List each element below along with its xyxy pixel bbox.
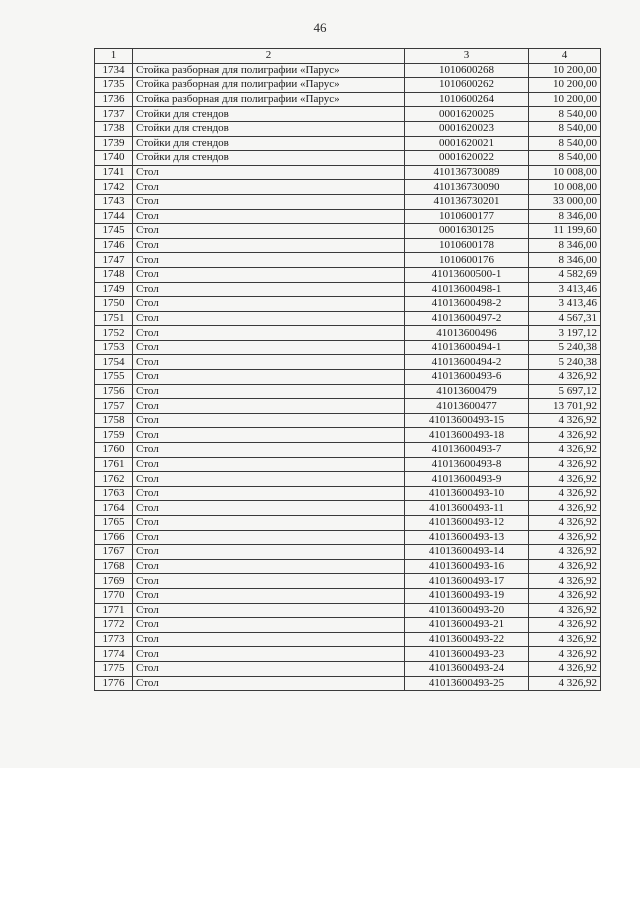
inventory-number: 41013600493-6 <box>405 370 529 385</box>
table-body <box>95 63 601 691</box>
item-name: Стол <box>133 457 405 472</box>
table-row <box>95 180 601 195</box>
row-number: 1757 <box>95 399 133 414</box>
row-number: 1755 <box>95 370 133 385</box>
item-value: 4 326,92 <box>529 413 601 428</box>
item-name: Стол <box>133 384 405 399</box>
item-name: Стол <box>133 588 405 603</box>
item-value: 4 326,92 <box>529 545 601 560</box>
inventory-number: 1010600268 <box>405 63 529 78</box>
row-number: 1763 <box>95 486 133 501</box>
table-row <box>95 457 601 472</box>
item-value: 4 582,69 <box>529 267 601 282</box>
inventory-number: 41013600493-18 <box>405 428 529 443</box>
row-number: 1769 <box>95 574 133 589</box>
table-row <box>95 516 601 531</box>
inventory-number: 41013600493-15 <box>405 413 529 428</box>
item-name: Стойки для стендов <box>133 121 405 136</box>
table-row <box>95 224 601 239</box>
row-number: 1746 <box>95 238 133 253</box>
inventory-number: 41013600479 <box>405 384 529 399</box>
item-value: 11 199,60 <box>529 224 601 239</box>
row-number: 1737 <box>95 107 133 122</box>
page-number: 46 <box>313 20 327 35</box>
row-number: 1744 <box>95 209 133 224</box>
inventory-number: 41013600494-1 <box>405 340 529 355</box>
inventory-number: 0001620025 <box>405 107 529 122</box>
item-value: 4 326,92 <box>529 603 601 618</box>
inventory-number: 41013600497-2 <box>405 311 529 326</box>
table-row <box>95 340 601 355</box>
inventory-number: 41013600493-10 <box>405 486 529 501</box>
row-number: 1752 <box>95 326 133 341</box>
item-name: Стол <box>133 340 405 355</box>
inventory-number: 1010600176 <box>405 253 529 268</box>
table-row <box>95 63 601 78</box>
item-name: Стол <box>133 238 405 253</box>
item-value: 4 326,92 <box>529 486 601 501</box>
inventory-number: 41013600493-12 <box>405 516 529 531</box>
row-number: 1775 <box>95 661 133 676</box>
inventory-number: 41013600493-9 <box>405 472 529 487</box>
inventory-table <box>94 48 601 691</box>
item-name: Стол <box>133 326 405 341</box>
row-number: 1764 <box>95 501 133 516</box>
table-row <box>95 603 601 618</box>
row-number: 1736 <box>95 92 133 107</box>
item-name: Стол <box>133 209 405 224</box>
item-value: 33 000,00 <box>529 194 601 209</box>
inventory-number: 41013600493-21 <box>405 618 529 633</box>
row-number: 1756 <box>95 384 133 399</box>
item-value: 8 540,00 <box>529 151 601 166</box>
row-number: 1750 <box>95 297 133 312</box>
item-value: 5 240,38 <box>529 340 601 355</box>
inventory-number: 41013600493-13 <box>405 530 529 545</box>
table-row <box>95 121 601 136</box>
item-name: Стол <box>133 413 405 428</box>
inventory-number: 0001630125 <box>405 224 529 239</box>
table-row <box>95 326 601 341</box>
item-name: Стол <box>133 253 405 268</box>
item-name: Стол <box>133 370 405 385</box>
item-value: 8 346,00 <box>529 238 601 253</box>
inventory-number: 0001620023 <box>405 121 529 136</box>
item-value: 4 326,92 <box>529 370 601 385</box>
row-number: 1762 <box>95 472 133 487</box>
inventory-number: 41013600493-24 <box>405 661 529 676</box>
table-row <box>95 559 601 574</box>
inventory-number: 41013600493-25 <box>405 676 529 691</box>
row-number: 1776 <box>95 676 133 691</box>
item-value: 4 326,92 <box>529 428 601 443</box>
item-name: Стол <box>133 516 405 531</box>
item-name: Стол <box>133 472 405 487</box>
item-value: 4 326,92 <box>529 588 601 603</box>
item-value: 5 697,12 <box>529 384 601 399</box>
item-value: 3 197,12 <box>529 326 601 341</box>
item-name: Стол <box>133 180 405 195</box>
table-header-row <box>95 49 601 64</box>
item-value: 4 326,92 <box>529 661 601 676</box>
inventory-number: 41013600493-22 <box>405 632 529 647</box>
table-row <box>95 311 601 326</box>
row-number: 1751 <box>95 311 133 326</box>
inventory-number: 1010600264 <box>405 92 529 107</box>
row-number: 1743 <box>95 194 133 209</box>
item-value: 4 326,92 <box>529 559 601 574</box>
inventory-number: 410136730090 <box>405 180 529 195</box>
row-number: 1741 <box>95 165 133 180</box>
item-value: 8 540,00 <box>529 136 601 151</box>
table-row <box>95 282 601 297</box>
item-value: 4 326,92 <box>529 457 601 472</box>
item-name: Стол <box>133 165 405 180</box>
item-name: Стойка разборная для полиграфии «Парус» <box>133 92 405 107</box>
inventory-number: 41013600493-14 <box>405 545 529 560</box>
row-number: 1768 <box>95 559 133 574</box>
row-number: 1761 <box>95 457 133 472</box>
inventory-number: 41013600493-20 <box>405 603 529 618</box>
inventory-number: 1010600177 <box>405 209 529 224</box>
item-name: Стол <box>133 443 405 458</box>
row-number: 1739 <box>95 136 133 151</box>
item-name: Стойки для стендов <box>133 151 405 166</box>
row-number: 1749 <box>95 282 133 297</box>
inventory-number: 41013600493-11 <box>405 501 529 516</box>
item-name: Стол <box>133 297 405 312</box>
row-number: 1774 <box>95 647 133 662</box>
table-row <box>95 267 601 282</box>
table-row <box>95 676 601 691</box>
table-row <box>95 545 601 560</box>
item-name: Стол <box>133 647 405 662</box>
inventory-number: 41013600493-19 <box>405 588 529 603</box>
row-number: 1770 <box>95 588 133 603</box>
item-value: 4 326,92 <box>529 618 601 633</box>
item-value: 8 540,00 <box>529 107 601 122</box>
row-number: 1773 <box>95 632 133 647</box>
table-row <box>95 209 601 224</box>
table-row <box>95 501 601 516</box>
item-name: Стол <box>133 267 405 282</box>
item-name: Стол <box>133 194 405 209</box>
inventory-number: 41013600500-1 <box>405 267 529 282</box>
item-value: 4 326,92 <box>529 443 601 458</box>
row-number: 1758 <box>95 413 133 428</box>
row-number: 1735 <box>95 78 133 93</box>
item-name: Стол <box>133 559 405 574</box>
table-row <box>95 399 601 414</box>
table-row <box>95 661 601 676</box>
table-row <box>95 413 601 428</box>
table-row <box>95 618 601 633</box>
item-name: Стол <box>133 530 405 545</box>
item-name: Стол <box>133 428 405 443</box>
item-name: Стол <box>133 311 405 326</box>
item-value: 10 200,00 <box>529 92 601 107</box>
inventory-number: 410136730201 <box>405 194 529 209</box>
table-row <box>95 194 601 209</box>
row-number: 1738 <box>95 121 133 136</box>
row-number: 1760 <box>95 443 133 458</box>
item-name: Стол <box>133 676 405 691</box>
item-value: 5 240,38 <box>529 355 601 370</box>
column-header-2: 2 <box>133 49 405 64</box>
row-number: 1748 <box>95 267 133 282</box>
row-number: 1745 <box>95 224 133 239</box>
column-header-3: 3 <box>405 49 529 64</box>
item-value: 4 326,92 <box>529 574 601 589</box>
inventory-number: 410136730089 <box>405 165 529 180</box>
item-name: Стол <box>133 282 405 297</box>
row-number: 1734 <box>95 63 133 78</box>
item-value: 8 346,00 <box>529 253 601 268</box>
inventory-number: 41013600498-2 <box>405 297 529 312</box>
inventory-number: 41013600493-17 <box>405 574 529 589</box>
inventory-number: 41013600493-16 <box>405 559 529 574</box>
row-number: 1765 <box>95 516 133 531</box>
inventory-number: 41013600493-8 <box>405 457 529 472</box>
table-row <box>95 92 601 107</box>
table-row <box>95 370 601 385</box>
row-number: 1772 <box>95 618 133 633</box>
item-name: Стол <box>133 574 405 589</box>
table-row <box>95 384 601 399</box>
item-name: Стойка разборная для полиграфии «Парус» <box>133 63 405 78</box>
table-row <box>95 486 601 501</box>
table-row <box>95 165 601 180</box>
item-value: 4 326,92 <box>529 647 601 662</box>
inventory-number: 1010600262 <box>405 78 529 93</box>
item-value: 4 326,92 <box>529 472 601 487</box>
item-value: 3 413,46 <box>529 282 601 297</box>
row-number: 1759 <box>95 428 133 443</box>
row-number: 1742 <box>95 180 133 195</box>
inventory-number: 41013600496 <box>405 326 529 341</box>
item-value: 4 326,92 <box>529 676 601 691</box>
item-value: 4 326,92 <box>529 501 601 516</box>
inventory-number: 41013600494-2 <box>405 355 529 370</box>
table-row <box>95 355 601 370</box>
table-row <box>95 253 601 268</box>
item-name: Стол <box>133 399 405 414</box>
table-row <box>95 530 601 545</box>
item-name: Стол <box>133 545 405 560</box>
item-value: 4 567,31 <box>529 311 601 326</box>
table-row <box>95 647 601 662</box>
inventory-number: 41013600477 <box>405 399 529 414</box>
item-value: 3 413,46 <box>529 297 601 312</box>
item-value: 4 326,92 <box>529 530 601 545</box>
item-value: 8 540,00 <box>529 121 601 136</box>
table-row <box>95 107 601 122</box>
table-row <box>95 151 601 166</box>
table-row <box>95 588 601 603</box>
item-value: 10 008,00 <box>529 180 601 195</box>
row-number: 1753 <box>95 340 133 355</box>
item-name: Стол <box>133 632 405 647</box>
inventory-number: 1010600178 <box>405 238 529 253</box>
table-row <box>95 297 601 312</box>
item-name: Стойки для стендов <box>133 107 405 122</box>
item-name: Стол <box>133 224 405 239</box>
item-value: 4 326,92 <box>529 632 601 647</box>
item-value: 8 346,00 <box>529 209 601 224</box>
item-name: Стол <box>133 501 405 516</box>
table-row <box>95 136 601 151</box>
inventory-number: 41013600498-1 <box>405 282 529 297</box>
row-number: 1766 <box>95 530 133 545</box>
table-row <box>95 574 601 589</box>
inventory-number: 41013600493-23 <box>405 647 529 662</box>
table-row <box>95 632 601 647</box>
table-row <box>95 443 601 458</box>
item-name: Стойки для стендов <box>133 136 405 151</box>
row-number: 1740 <box>95 151 133 166</box>
row-number: 1767 <box>95 545 133 560</box>
table-row <box>95 428 601 443</box>
item-value: 13 701,92 <box>529 399 601 414</box>
inventory-number: 0001620022 <box>405 151 529 166</box>
column-header-4: 4 <box>529 49 601 64</box>
inventory-number: 41013600493-7 <box>405 443 529 458</box>
item-value: 10 200,00 <box>529 78 601 93</box>
row-number: 1754 <box>95 355 133 370</box>
table-row <box>95 78 601 93</box>
row-number: 1747 <box>95 253 133 268</box>
item-value: 10 200,00 <box>529 63 601 78</box>
inventory-number: 0001620021 <box>405 136 529 151</box>
item-name: Стол <box>133 486 405 501</box>
item-name: Стол <box>133 661 405 676</box>
item-name: Стол <box>133 603 405 618</box>
item-value: 10 008,00 <box>529 165 601 180</box>
item-name: Стол <box>133 618 405 633</box>
item-name: Стол <box>133 355 405 370</box>
row-number: 1771 <box>95 603 133 618</box>
table-row <box>95 472 601 487</box>
item-name: Стойка разборная для полиграфии «Парус» <box>133 78 405 93</box>
table-row <box>95 238 601 253</box>
column-header-1: 1 <box>95 49 133 64</box>
item-value: 4 326,92 <box>529 516 601 531</box>
